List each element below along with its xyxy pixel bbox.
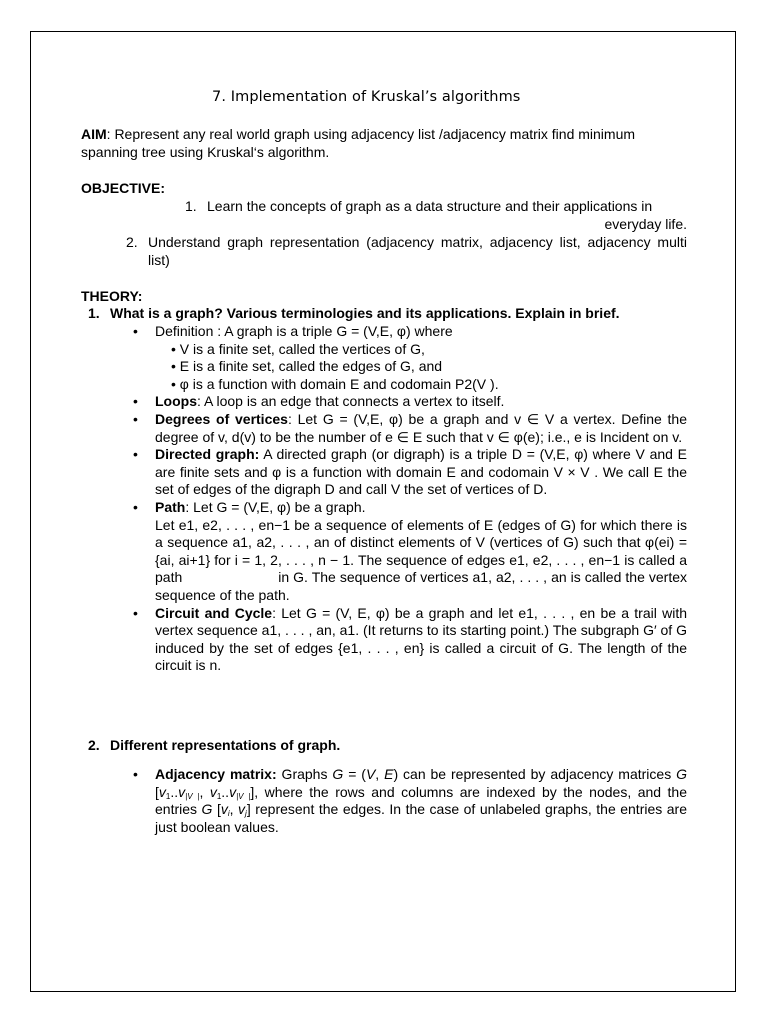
math-symbol: G	[676, 766, 687, 782]
math-subscript: 1	[216, 791, 222, 801]
bullet-icon: •	[133, 766, 138, 782]
path-line1: : Let G = (V,E, φ) be a graph.	[185, 498, 366, 515]
math-symbol: V	[365, 766, 376, 782]
bullet-icon: •	[133, 323, 138, 339]
path-item	[133, 499, 687, 605]
objective-item-2-number: 2.	[126, 234, 138, 250]
math-subscript: |V |	[236, 791, 251, 801]
adjacency-matrix-label: Adjacency matrix:	[155, 766, 277, 782]
circuit-label: Circuit and Cycle	[155, 604, 273, 621]
theory-bullet-list	[133, 323, 687, 675]
path-label: Path	[155, 498, 186, 515]
objective-item-2	[126, 234, 687, 269]
bullet-icon: •	[133, 604, 138, 621]
degrees-label: Degrees of vertices	[155, 410, 288, 427]
degrees-text: : Let G = (V,E, φ) be a graph and v ∈ V a vertex. Define the degree of v, d(v) to be the number of e ∈ E such that v ∈ φ(e); i.e., e is Incident on v.	[155, 410, 687, 445]
math-symbol: v	[158, 783, 166, 800]
math-subscript: i	[227, 809, 230, 819]
degrees-item	[133, 411, 687, 446]
aim-paragraph	[81, 126, 687, 161]
loops-item	[133, 393, 687, 411]
objective-item-1	[185, 198, 687, 233]
aim-text: : Represent any real world graph using adjacency list /adjacency matrix find minimum spanning tree using Kruskal‘s algorithm.	[81, 126, 636, 160]
adjacency-text: ..	[170, 783, 179, 800]
question-1-number: 1.	[88, 305, 100, 321]
question-2-heading	[88, 737, 340, 755]
path-text-b: in G. The sequence of vertices a1, a2, . . . , an is called the vertex sequence of the path.	[155, 569, 687, 603]
adjacency-text: ,	[229, 801, 239, 818]
math-symbol: v	[220, 801, 228, 818]
adjacency-text: ,	[199, 783, 210, 800]
adjacency-text: ) can be represented by adjacency matrices	[393, 766, 677, 782]
directed-graph-text: A directed graph (or digraph) is a triple D = (V,E, φ) where V and E are finite sets and φ is a function with domain E and codomain V × V . We call E the set of edges of the digraph D and call V the set of vertices of D.	[155, 446, 687, 498]
objective-heading: OBJECTIVE:	[81, 180, 166, 196]
math-symbol: G	[332, 766, 344, 782]
math-symbol: v	[229, 783, 237, 800]
adjacency-text: ] represent the edges. In the case of unlabeled graphs, the entries are just boolean values.	[155, 801, 688, 835]
question-2-number: 2.	[88, 737, 100, 753]
document-title: 7. Implementation of Kruskal’s algorithms	[212, 89, 521, 105]
bullet-icon: •	[133, 393, 138, 410]
adjacency-text: Graphs	[276, 766, 333, 782]
adjacency-text: [	[212, 801, 221, 818]
math-symbol: v	[238, 801, 246, 818]
loops-text: : A loop is an edge that connects a vertex to itself.	[197, 393, 505, 410]
definition-sub-function: • φ is a function with domain E and codomain P2(V ).	[171, 375, 499, 392]
objective-item-1-line1: Learn the concepts of graph as a data structure and their applications in	[207, 198, 653, 214]
objective-item-1-line2: everyday life.	[604, 215, 687, 232]
question-1-heading	[88, 305, 620, 323]
math-symbol: v	[178, 783, 186, 800]
math-symbol: v	[209, 783, 217, 800]
directed-graph-item	[133, 446, 687, 499]
adjacency-text: [	[155, 783, 159, 800]
objective-item-2-text: Understand graph representation (adjacency matrix, adjacency list, adjacency multi list)	[148, 234, 687, 268]
adjacency-text: ], where the rows and columns are indexed by the nodes, and the entries	[155, 783, 687, 818]
question-2-text: Different representations of graph.	[110, 737, 341, 753]
question-1-text: What is a graph? Various terminologies and its applications. Explain in brief.	[110, 305, 620, 321]
definition-text: Definition : A graph is a triple G = (V,E, φ) where	[155, 323, 453, 339]
path-text-a: Let e1, e2, . . . , en−1 be a sequence of elements of E (edges of G) for which there is a sequence a1, a2, . . . , an of distinct elements of V (vertices of G) such that φ(ei) = {ai, ai+1} for i = 1, 2, . . . , n − 1. The sequence of edges e1, e2, . . . , en−1 is called a path	[155, 516, 687, 586]
math-symbol: E	[384, 766, 394, 782]
representation-bullet-list	[133, 766, 687, 836]
adjacency-text: ..	[221, 783, 230, 800]
path-definition	[155, 517, 687, 605]
math-subscript: 1	[165, 791, 171, 801]
directed-graph-label: Directed graph:	[155, 446, 260, 463]
loops-label: Loops	[155, 393, 197, 410]
definition-sub-edges: • E is a finite set, called the edges of G, and	[171, 358, 443, 375]
math-subscript: |V |	[185, 791, 200, 801]
math-subscript: j	[245, 809, 247, 819]
bullet-icon: •	[133, 446, 138, 463]
adjacency-text: = (	[343, 766, 366, 782]
adjacency-matrix-item	[133, 766, 687, 836]
adjacency-text: ,	[375, 766, 385, 782]
bullet-icon: •	[133, 410, 138, 427]
definition-item	[133, 323, 687, 393]
definition-sub-vertices: • V is a finite set, called the vertices of G,	[171, 340, 425, 357]
circuit-item	[133, 605, 687, 675]
math-symbol: G	[201, 801, 213, 818]
aim-label: AIM	[81, 126, 107, 142]
objective-item-1-number: 1.	[185, 198, 197, 214]
theory-heading: THEORY:	[81, 288, 143, 304]
circuit-text: : Let G = (V, E, φ) be a graph and let e1, . . . , en be a trail with vertex sequence a1, . . . , an, a1. (It returns to its starting point.) The subgraph G′ of G induced by the set of edges {e1, . . . , en} is called a circuit of G. The length of the circuit is n.	[155, 604, 687, 674]
bullet-icon: •	[133, 498, 138, 515]
